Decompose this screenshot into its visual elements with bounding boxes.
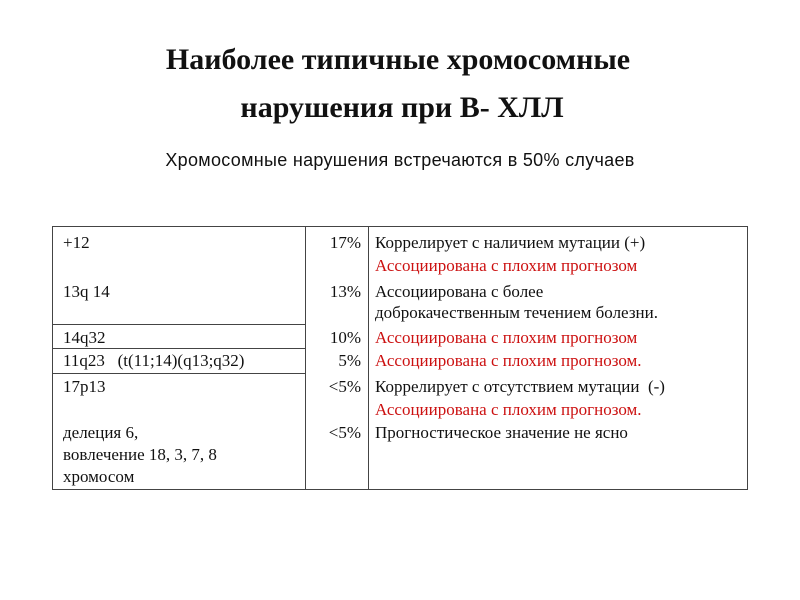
slide-title-line-2: нарушения при В- ХЛЛ <box>240 91 564 124</box>
row-6-percent: <5% <box>328 423 361 442</box>
row-2-description: Ассоциирована с более <box>375 282 544 301</box>
row-2-aberration: 13q 14 <box>63 282 110 301</box>
row-divider-2 <box>53 348 305 349</box>
row-6-aberration-line-1: делеция 6, <box>63 423 139 442</box>
row-5-aberration: 17p13 <box>63 377 106 396</box>
slide-title-line-1: Наиболее типичные хромосомные <box>165 43 631 76</box>
chromosome-aberrations-table <box>52 226 748 490</box>
row-2-description-cont: доброкачественным течением болезни. <box>375 303 658 322</box>
row-5-description: Коррелирует с отсутствием мутации (-) <box>375 377 665 396</box>
row-5-prognosis: Ассоциирована с плохим прогнозом. <box>375 400 642 419</box>
row-3-prognosis: Ассоциирована с плохим прогнозом <box>375 328 638 347</box>
row-4-prognosis: Ассоциирована с плохим прогнозом. <box>375 351 642 370</box>
column-divider-2 <box>368 227 369 489</box>
row-2-percent: 13% <box>329 282 361 301</box>
row-divider-3 <box>53 373 305 374</box>
column-divider-1 <box>305 227 306 489</box>
row-1-description: Коррелирует с наличием мутации (+) <box>375 233 646 252</box>
row-6-description: Прогностическое значение не ясно <box>375 423 628 442</box>
row-1-percent: 17% <box>329 233 361 252</box>
row-3-percent: 10% <box>329 328 361 347</box>
row-4-aberration: 11q23 (t(11;14)(q13;q32) <box>63 351 245 370</box>
row-1-aberration: +12 <box>63 233 90 252</box>
row-5-percent: <5% <box>328 377 361 396</box>
slide-subtitle: Хромосомные нарушения встречаются в 50% случаев <box>165 150 635 170</box>
row-divider-1 <box>53 324 305 325</box>
row-1-prognosis: Ассоциирована с плохим прогнозом <box>375 256 638 275</box>
row-4-percent: 5% <box>338 351 361 370</box>
row-6-aberration-line-3: хромосом <box>63 467 135 486</box>
row-6-aberration-line-2: вовлечение 18, 3, 7, 8 <box>63 445 217 464</box>
row-3-aberration: 14q32 <box>63 328 106 347</box>
